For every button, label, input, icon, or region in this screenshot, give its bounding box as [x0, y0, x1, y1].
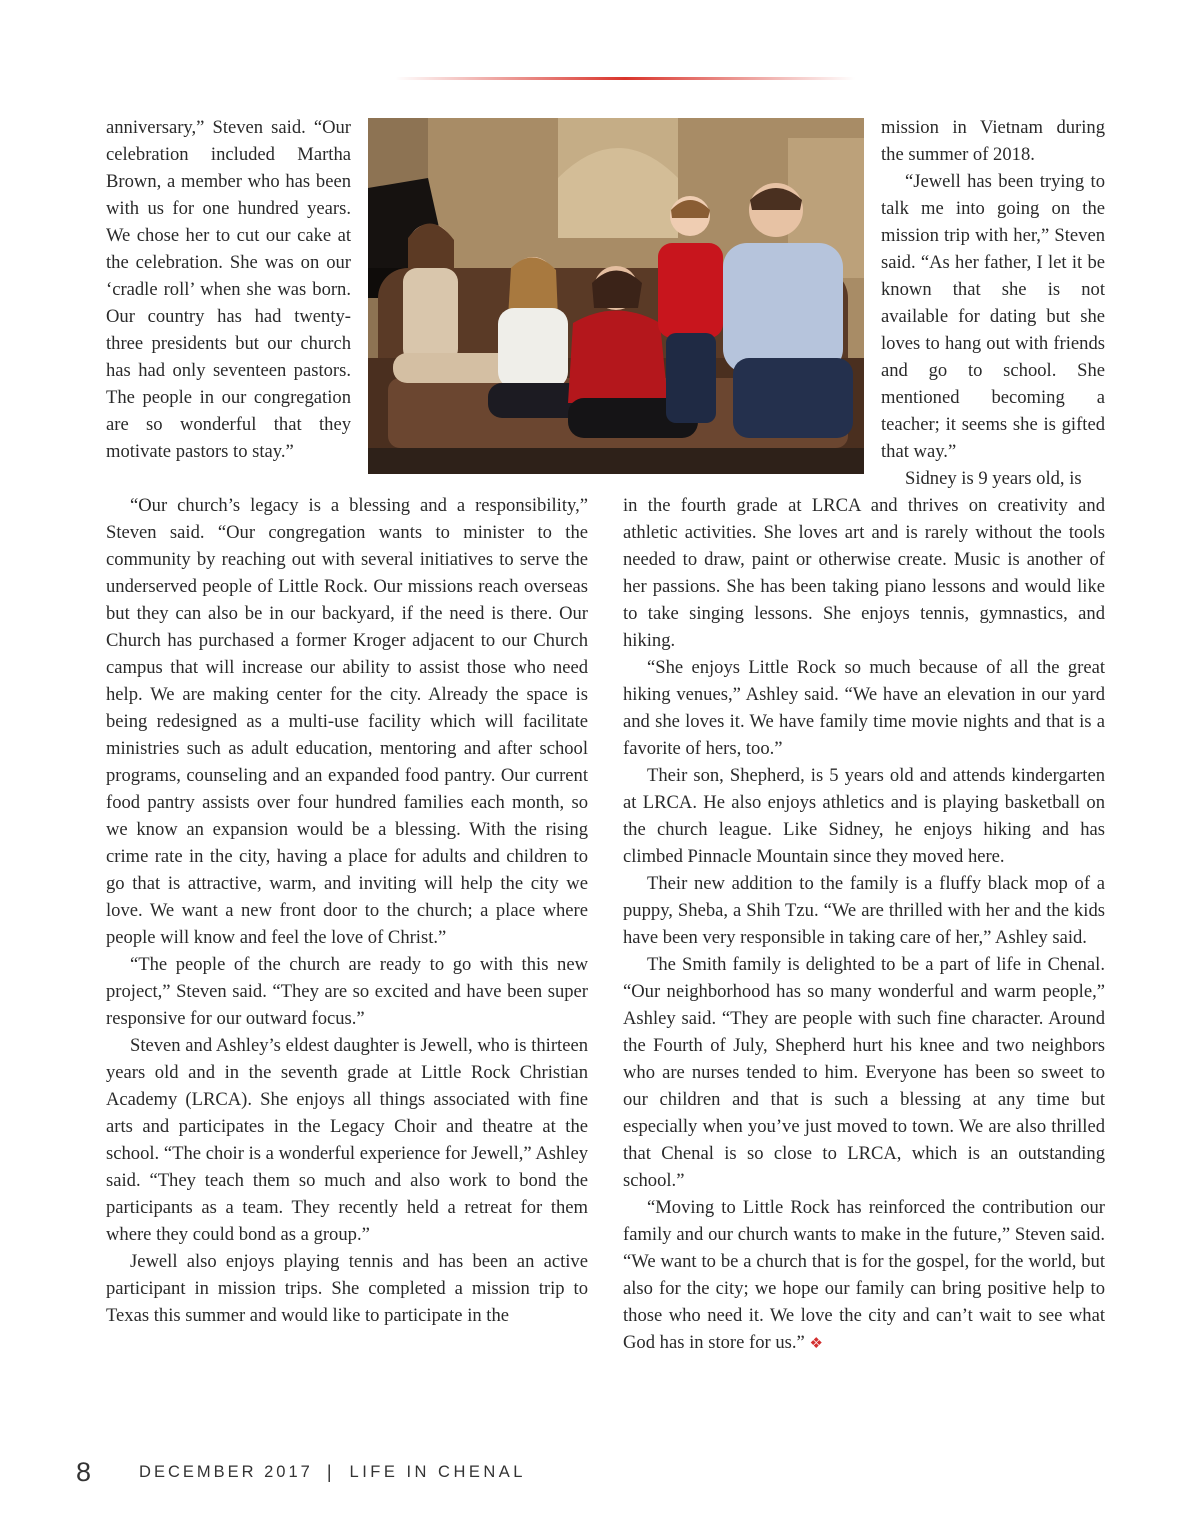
paragraph: “Our church’s legacy is a blessing and a responsibility,” Steven said. “Our congregation wants to minister to the community by reaching out with several initiatives to serve the underserved people of Little Rock. Our missions reach overseas but they can also be in our backyard, if the need is there. Our Church has purchased a former Kroger adjacent to our Church campus that will increase our ability to assist those who need help. We are making center for the city. Already the space is being redesigned as a multi-use facility which will facilitate ministries such as adult education, mentoring and after school programs, counseling and an expanded food pantry. Our current food pantry assists over four hundred families each month, so we know an expansion would be a blessing. With the rising crime rate in the city, having a place for adults and children to go that is attractive, warm, and inviting will help the city we love. We want a new front door to the church; a place where people will know and feel the love of Christ.”	[106, 495, 588, 948]
paragraph: Steven and Ashley’s eldest daughter is Jewell, who is thirteen years old and in the seventh grade at Little Rock Christian Academy (LRCA). She enjoys all things associated with fine arts and participates in the Legacy Choir and theatre at the school. “The choir is a wonderful experience for Jewell,” Ashley said. “They teach them so much and also work to bond the participants as a team. They recently held a retreat for them where they could bond as a group.”	[106, 1035, 588, 1245]
paragraph: mission in Vietnam during the summer of 2018.	[881, 117, 1105, 165]
right-column-bottom	[623, 492, 1105, 1357]
paragraph: “The people of the church are ready to go with this new project,” Steven said. “They are so excited and have been super responsive for our outward focus.”	[106, 954, 588, 1029]
paragraph-text: “Moving to Little Rock has reinforced the contribution our family and our church wants to make in the future,” Steven said. “We want to be a church that is for the gospel, for the world, but also for the city; we hope our family can bring positive help to those who need it. We love the city and can’t wait to see what God has in store for us.”	[623, 1197, 1105, 1353]
paragraph: Their new addition to the family is a fluffy black mop of a puppy, Sheba, a Shih Tzu. “We are thrilled with her and the kids have been very responsible in taking care of her,” Ashley said.	[623, 873, 1105, 948]
right-column-top	[881, 114, 1105, 492]
header-accent-rule	[395, 77, 855, 80]
end-of-article-icon: ❖	[809, 1334, 823, 1352]
magazine-name: LIFE IN CHENAL	[349, 1462, 526, 1481]
issue-date: DECEMBER 2017	[139, 1462, 313, 1481]
paragraph: Their son, Shepherd, is 5 years old and attends kindergarten at LRCA. He also enjoys athletics and is playing basketball on the church league. Like Sidney, he enjoys hiking and has climbed Pinnacle Mountain since they moved here.	[623, 765, 1105, 867]
paragraph: Sidney is 9 years old, is	[905, 468, 1082, 489]
paragraph: “She enjoys Little Rock so much because of all the great hiking venues,” Ashley said. “We have an elevation in our yard and she loves it. We have family time movie nights and that is a favorite of hers, too.”	[623, 657, 1105, 759]
paragraph: The Smith family is delighted to be a part of life in Chenal. “Our neighborhood has so many wonderful and warm people,” Ashley said. “They are people with such fine character. Around the Fourth of July, Shepherd hurt his knee and two neighbors who are nurses tended to him. Everyone has been so sweet to our children and that is such a blessing at any time but especially when you’ve just moved to town. We are also thrilled that Chenal is so close to LRCA, which is an outstanding school.”	[623, 954, 1105, 1191]
footer-separator: |	[326, 1461, 332, 1482]
paragraph: anniversary,” Steven said. “Our celebration included Martha Brown, a member who has been with us for one hundred years. We chose her to cut our cake at the celebration. She was on our ‘cradle roll’ when she was born. Our country has had twenty-three presidents but our church has had only seventeen pastors. The people in our congregation are so wonderful that they motivate pastors to stay.”	[106, 117, 351, 462]
family-photo	[368, 118, 864, 474]
paragraph: in the fourth grade at LRCA and thrives on creativity and athletic activities. She loves art and is rarely without the tools needed to draw, paint or otherwise create. Music is another of her passions. She has been taking piano lessons and would like to take singing lessons. She enjoys tennis, gymnastics, and hiking.	[623, 495, 1105, 651]
page-number: 8	[76, 1456, 92, 1487]
paragraph: “Jewell has been trying to talk me into going on the mission trip with her,” Steven said. “As her father, I let it be known that she is not available for dating but she loves to hang out with friends and go to school. She mentioned becoming a teacher; it seems she is gifted that way.”	[881, 171, 1105, 462]
paragraph	[623, 1194, 1105, 1357]
left-column-bottom	[106, 492, 588, 1329]
paragraph: Jewell also enjoys playing tennis and has been an active participant in mission trips. She completed a mission trip to Texas this summer and would like to participate in the	[106, 1251, 588, 1326]
page-footer	[76, 1452, 526, 1492]
left-column-top	[106, 114, 351, 465]
